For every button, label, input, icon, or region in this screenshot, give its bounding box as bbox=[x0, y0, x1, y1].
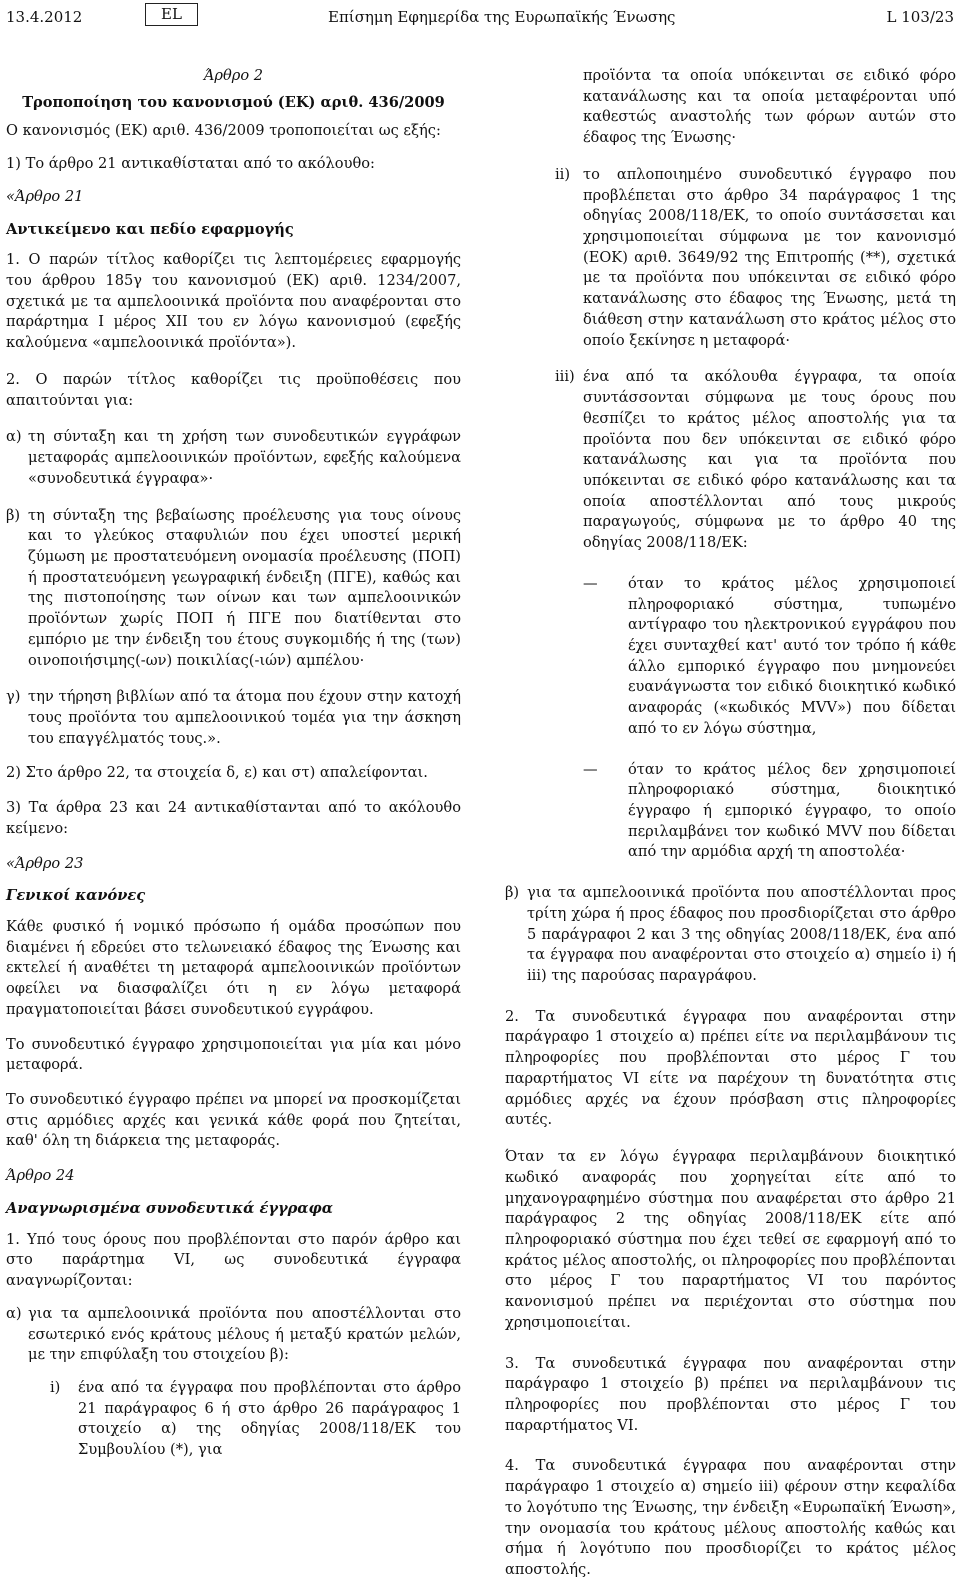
right-column bbox=[505, 66, 956, 1581]
journal-title: Επίσημη Εφημερίδα της Ευρωπαϊκής Ένωσης bbox=[328, 8, 676, 26]
article-24-paragraph-2: 2. Τα συνοδευτικά έγγραφα που αναφέρονται στην παράγραφο 1 στοιχείο α) πρέπει είτε να περιλαμβάνουν τις πληροφορίες που προβλέπονται στο μέρος Γ του παραρτήματος VI είτε να παρέχουν τη δυνατότητα στις αρμόδιες αρχές να έχουν πρόσβαση στις πληροφορίες αυτές. bbox=[505, 1007, 956, 1129]
list-text: ένα από τα έγγραφα που προβλέπονται στο άρθρο 21 παράγραφος 6 ή στο άρθρο 26 παράγραφος 1 στοιχείο α) της οδηγίας 2008/118/ΕΚ του Συμβουλίου (*), για bbox=[78, 1378, 461, 1459]
article-23-paragraph-1: Κάθε φυσικό ή νομικό πρόσωπο ή ομάδα προσώπων που διαμένει ή εδρεύει στο τελωνειακό έδαφος της Ένωσης και εκτελεί ή αναθέτει τη μεταφορά αμπελοοινικών προϊόντων οφείλει να διασφαλίζει ότι η εν λόγω μεταφορά πραγματοποιείται βάσει συνοδευτικού εγγράφου. bbox=[6, 918, 461, 1018]
dash-text: όταν το κράτος μέλος χρησιμοποιεί πληροφοριακό σύστημα, τυπωμένο αντίγραφο του ηλεκτρονικού εγγράφου που έχει συνταχθεί κατ' αυτό τον τρόπο ή κάθε άλλο εμπορικό έγγραφο που μνημονεύει ευανάγνωστα τον ειδικό διοικητικό κωδικό αναφοράς («κωδικός MVV») που δίδεται από το εν λόγω σύστημα, bbox=[628, 574, 956, 737]
article-21-paragraph-2: 2. Ο παρών τίτλος καθορίζει τις προϋποθέσεις που απαιτούνται για: bbox=[6, 370, 461, 409]
point-3: 3) Τα άρθρα 23 και 24 αντικαθίστανται από το ακόλουθο κείμενο: bbox=[6, 799, 461, 837]
dash-item-1 bbox=[505, 574, 956, 740]
article-24-paragraph-3: 3. Τα συνοδευτικά έγγραφα που αναφέρονται στην παράγραφο 1 στοιχείο β) πρέπει να περιλαμβάνουν τις πληροφορίες που προβλέπονται στο μέρος Γ του παραρτήματος VI. bbox=[505, 1354, 956, 1434]
list-item-b2 bbox=[505, 883, 956, 987]
list-item-a bbox=[6, 427, 461, 489]
continued-text: προϊόντα τα οποία υπόκεινται σε ειδικό φόρο κατανάλωσης και τα οποία μεταφέρονται υπό καθεστώς αναστολής των φόρων αυτών στο έδαφος της Ένωσης· bbox=[583, 67, 956, 147]
article-21-title: Αντικείμενο και πεδίο εφαρμογής bbox=[6, 220, 294, 238]
intro-text: Ο κανονισμός (ΕΚ) αριθ. 436/2009 τροποποιείται ως εξής: bbox=[6, 122, 441, 140]
list-label: α) bbox=[6, 1304, 22, 1322]
article-23-heading: «Άρθρο 23 bbox=[6, 854, 84, 872]
list-text: για τα αμπελοοινικά προϊόντα που αποστέλλονται προς τρίτη χώρα ή προς έδαφος που προσδιορίζεται στο άρθρο 5 παράγραφοι 2 και 3 της οδηγίας 2008/118/ΕΚ, ένα από τα έγγραφα που αναφέρονται στο στοιχείο α) σημείο i) ή iii) της παρούσας παραγράφου. bbox=[527, 884, 956, 985]
list-text: το απλοποιημένο συνοδευτικό έγγραφο που προβλέπεται στο άρθρο 34 παράγραφος 1 της οδηγίας 2008/118/ΕΚ, το οποίο συντάσσεται και χρησιμοποιείται σύμφωνα με τον κανονισμό (ΕΟΚ) αριθ. 3649/92 της Επιτροπής (**), σχετικά με τα προϊόντα που υπόκεινται σε ειδικό φόρο κατανάλωσης στο έδαφος της Ένωσης, μετά τη διάθεση στην κατανάλωση στο κράτος μέλος στο οποίο ξεκίνησε η μεταφορά· bbox=[583, 165, 956, 349]
article-23-title: Γενικοί κανόνες bbox=[6, 887, 146, 905]
article-24-title: Αναγνωρισμένα συνοδευτικά έγγραφα bbox=[6, 1199, 333, 1217]
article-23-paragraph-2: Το συνοδευτικό έγγραφο χρησιμοποιείται για μία και μόνο μεταφορά. bbox=[6, 1035, 461, 1074]
list-text: την τήρηση βιβλίων από τα άτομα που έχουν στην κατοχή τους προϊόντα του αμπελοοινικού τομέα για την άσκηση του επαγγέλματός τους.». bbox=[28, 688, 461, 747]
left-column bbox=[6, 66, 461, 1461]
dash-symbol: — bbox=[583, 760, 598, 778]
list-item-iii bbox=[505, 367, 956, 553]
dash-symbol: — bbox=[583, 574, 598, 592]
list-text: τη σύνταξη και τη χρήση των συνοδευτικών εγγράφων μεταφοράς αμπελοοινικών προϊόντων, εφεξής καλούμενα «συνοδευτικά έγγραφα»· bbox=[28, 428, 461, 487]
list-text: ένα από τα ακόλουθα έγγραφα, τα οποία συντάσσονται σύμφωνα με τους όρους που θεσπίζει το κράτος μέλος αποστολής για τα προϊόντα που δεν υπόκεινται σε ειδικό φόρο κατανάλωσης και για τα προϊόντα που υπόκεινται σε ειδικό φόρο κατανάλωσης και τα οποία αποστέλλονται από τους μικρούς παραγωγούς, σύμφωνα με το άρθρο 40 της οδηγίας 2008/118/ΕΚ: bbox=[583, 368, 956, 552]
dash-text: όταν το κράτος μέλος δεν χρησιμοποιεί πληροφοριακό σύστημα, διοικητικό έγγραφο ή εμπορικό έγγραφο, το οποίο περιλαμβάνει τον κωδικό MVV που δίδεται από την αρμόδια αρχή τη αποστολέα· bbox=[628, 760, 956, 861]
list-text: για τα αμπελοοινικά προϊόντα που αποστέλλονται στο εσωτερικό ενός κράτους μέλους ή μεταξύ κρατών μελών, με την επιφύλαξη του στοιχείου β): bbox=[28, 1304, 461, 1364]
list-label: γ) bbox=[6, 688, 21, 706]
list-label: β) bbox=[505, 884, 520, 902]
article-24-paragraph-4: 4. Τα συνοδευτικά έγγραφα που αναφέρονται στην παράγραφο 1 στοιχείο α) σημείο iii) φέρουν στην κεφαλίδα το λογότυπο της Ένωσης, την ένδειξη «Ευρωπαϊκή Ένωση», την ονομασία του κράτους μέλους αποστολής καθώς και σήμα ή λογότυπο που προσδιορίζει το κράτος μέλος αποστολής. bbox=[505, 1457, 956, 1578]
list-text: τη σύνταξη της βεβαίωσης προέλευσης για τους οίνους και το γλεύκος σταφυλιών που έχει υποστεί μερική ζύμωση με προστατευόμενη ονομασία προέλευσης (ΠΟΠ) ή προστατευόμενη γεωγραφική ένδειξη (ΠΓΕ), καθώς και της πιστοποίησης των οίνων και των αμπελοοινικών προϊόντων χωρίς ΠΟΠ ή ΠΓΕ που διατίθενται στο εμπόριο με την ένδειξη του έτους συγκομιδής ή της (των) οινοποιήσιμης(-ων) ποικιλίας(-ιών) αμπέλου· bbox=[28, 506, 461, 669]
article-24-paragraph-2b: Όταν τα εν λόγω έγγραφα περιλαμβάνουν διοικητικό κωδικό αναφοράς που χορηγείται είτε από το μηχανογραφημένο σύστημα που αναφέρεται στο άρθρο 21 παράγραφος 2 της οδηγίας 2008/118/ΕΚ είτε από πληροφοριακό σύστημα που έχει τεθεί σε εφαρμογή από το κράτος μέλος αποστολής, οι πληροφορίες που προβλέπονται στο μέρος Γ του παραρτήματος VI του παρόντος κανονισμού πρέπει να περιέχονται στο σύστημα που χρησιμοποιείται. bbox=[505, 1148, 956, 1331]
language-box: EL bbox=[145, 3, 198, 26]
article-21-paragraph-1: 1. Ο παρών τίτλος καθορίζει τις λεπτομέρειες εφαρμογής του άρθρου 185γ του κανονισμού (ΕΚ) αριθ. 1234/2007, σχετικά με τα αμπελοοινικά προϊόντα που αναφέρονται στο παράρτημα I μέρος XII του εν λόγω κανονισμού (εφεξής καλούμενα «αμπελοοινικά προϊόντα»). bbox=[6, 251, 461, 352]
page-number: L 103/23 bbox=[886, 8, 954, 26]
point-2: 2) Στο άρθρο 22, τα στοιχεία δ, ε) και στ) απαλείφονται. bbox=[6, 764, 428, 782]
list-item-ii bbox=[505, 165, 956, 351]
list-item-i bbox=[6, 1378, 461, 1461]
article-21-heading: «Άρθρο 21 bbox=[6, 187, 84, 205]
list-label: i) bbox=[50, 1378, 61, 1396]
article-2-title: Τροποποίηση του κανονισμού (ΕΚ) αριθ. 436/2009 bbox=[22, 93, 445, 111]
list-label: ii) bbox=[555, 165, 571, 183]
list-label: β) bbox=[6, 506, 21, 524]
page-header bbox=[0, 0, 960, 40]
list-item-a2 bbox=[6, 1304, 461, 1366]
article-24-heading: Άρθρο 24 bbox=[6, 1167, 75, 1185]
list-item-b bbox=[6, 506, 461, 672]
list-label: iii) bbox=[555, 368, 575, 386]
list-label: α) bbox=[6, 428, 22, 446]
article-23-paragraph-3: Το συνοδευτικό έγγραφο πρέπει να μπορεί να προσκομίζεται στις αρμόδιες αρχές και γενικά κάθε φορά που ζητείται, καθ' όλη τη διάρκεια της μεταφοράς. bbox=[6, 1091, 461, 1150]
article-24-paragraph-1: 1. Υπό τους όρους που προβλέπονται στο παρόν άρθρο και στο παράρτημα VI, ως συνοδευτικά έγγραφα αναγνωρίζονται: bbox=[6, 1230, 461, 1290]
list-item-c bbox=[6, 687, 461, 749]
article-2-heading: Άρθρο 2 bbox=[203, 67, 264, 84]
dash-item-2 bbox=[505, 760, 956, 864]
point-1: 1) Το άρθρο 21 αντικαθίσταται από το ακόλουθο: bbox=[6, 155, 375, 173]
publication-date: 13.4.2012 bbox=[6, 8, 83, 26]
